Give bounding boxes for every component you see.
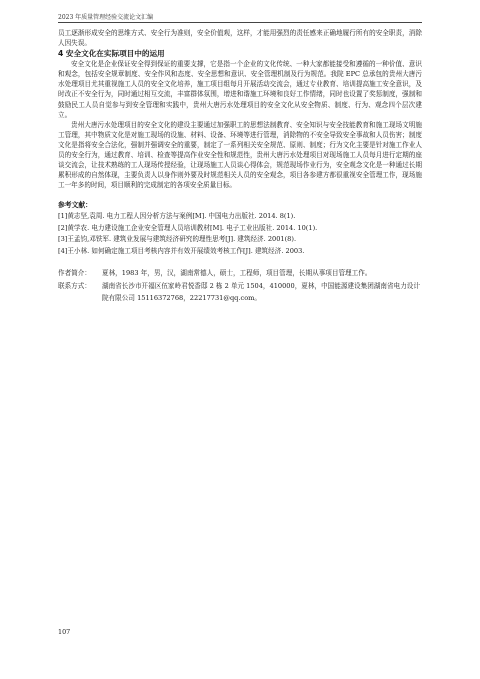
author-contact-label: 联系方式： [58,281,91,290]
running-header: 2023 年质量管理经验交流论文汇编 [58,14,154,21]
reference-item: [1]黄志坚,袁周. 电力工程人因分析方法与案例[M]. 中国电力出版社. 2014. 8(1). [58,212,296,221]
intro-paragraph: 员工逐渐形成安全的思维方式、安全行为准则，安全价值观，这样，才能用强烈的责任感来正确地履行所有的安全职责，消除人因失误。 [58,29,422,48]
author-contact [58,280,422,305]
author-bio-text: 夏林，1983 年，男，汉，湖南常德人，硕士，工程师，项目管理，长期从事项目管理工作。 [102,269,372,278]
author-info [58,267,422,305]
section-4-paragraph-2: 贵州大唐污水处理项目的安全文化的建设主要通过加强职工的思想法制教育、安全知识与安全技能教育和施工现场文明施工管理，其中物质文化是对施工现场的设施、材料、设备、环境等进行管理，消除物的不安全导致安全事故和人员伤害；制度文化是指将安全合法化，强制并强调安全的重要，制定了一系列相关安全规范、原则、制度；行为文化主要是针对施工作业人员的安全行为，通过教育、培训、检查等提高作业安全性和规范性，贵州大唐污水处理项目对现场施工人员每月进行定期的座谈交流会，让技术熟练的工人现场传授经验，让现场施工人员谈心得体会，规范现场作业行为，安全观念文化是一种通过长期累积形成的自然体现，主要负责人以身作则外要及时规范相关人员的安全观念，项目各参建方都很重视安全管理工作，现场施工一年多的时间，项目顺利的完成制定的各项安全质量目标。 [58,120,422,190]
author-bio [58,267,422,280]
reference-item: [4]王小林. 如何确定施工项目考核内容并有效开展绩效考核工作[J]. 建筑经济. 2003. [58,246,305,255]
reference-item: [2]黄学农. 电力建设施工企业安全管理人员培训教材[M]. 电子工业出版社. 2014. 10(1). [58,223,318,232]
references-title: 参考文献： [58,201,92,210]
page-body [58,28,422,305]
section-4-paragraph-1: 安全文化是企业保证安全得到保证的重要支撑，它是指一个企业的文化传统、一种大家都能接受和遵循的一种价值、意识和观念，包括安全规章制度、安全作风和态度、安全思想和意识、安全管理机制及行为规范。我院 EPC 总承包的贵州大唐污水处理项目尤其重视施工人员的安全文化培养，施工项目组每月开展活动交流会，通过专业教育、培训提高施工安全意识，及时改正不安全行为，同时通过相互交流，丰富群体氛围，增进和谐施工环境和良好工作情绪，同时也设置了奖惩制度，强制和鼓励民工人员自觉参与到安全管理和实践中，贵州大唐污水处理项目的安全文化从安全物质、制度、行为、观念四个层次建立。 [58,60,422,119]
page-number: 107 [58,628,71,636]
section-4-heading: 4 安全文化在实际项目中的运用 [58,49,165,59]
header-divider [58,22,422,23]
author-contact-text: 湖南省长沙市开福区伍家岭君悦香邸 2 栋 2 单元 1504，410000，夏林，中国能源建设集团湖南省电力设计院有限公司 15116372768，22217731@qq.com。 [102,281,420,303]
reference-item: [3]王孟钧,邓铁军. 建筑业发展与建筑经济研究的理性思考[J]. 建筑经济. 2001(8). [58,235,297,244]
author-bio-label: 作者简介： [58,269,91,278]
